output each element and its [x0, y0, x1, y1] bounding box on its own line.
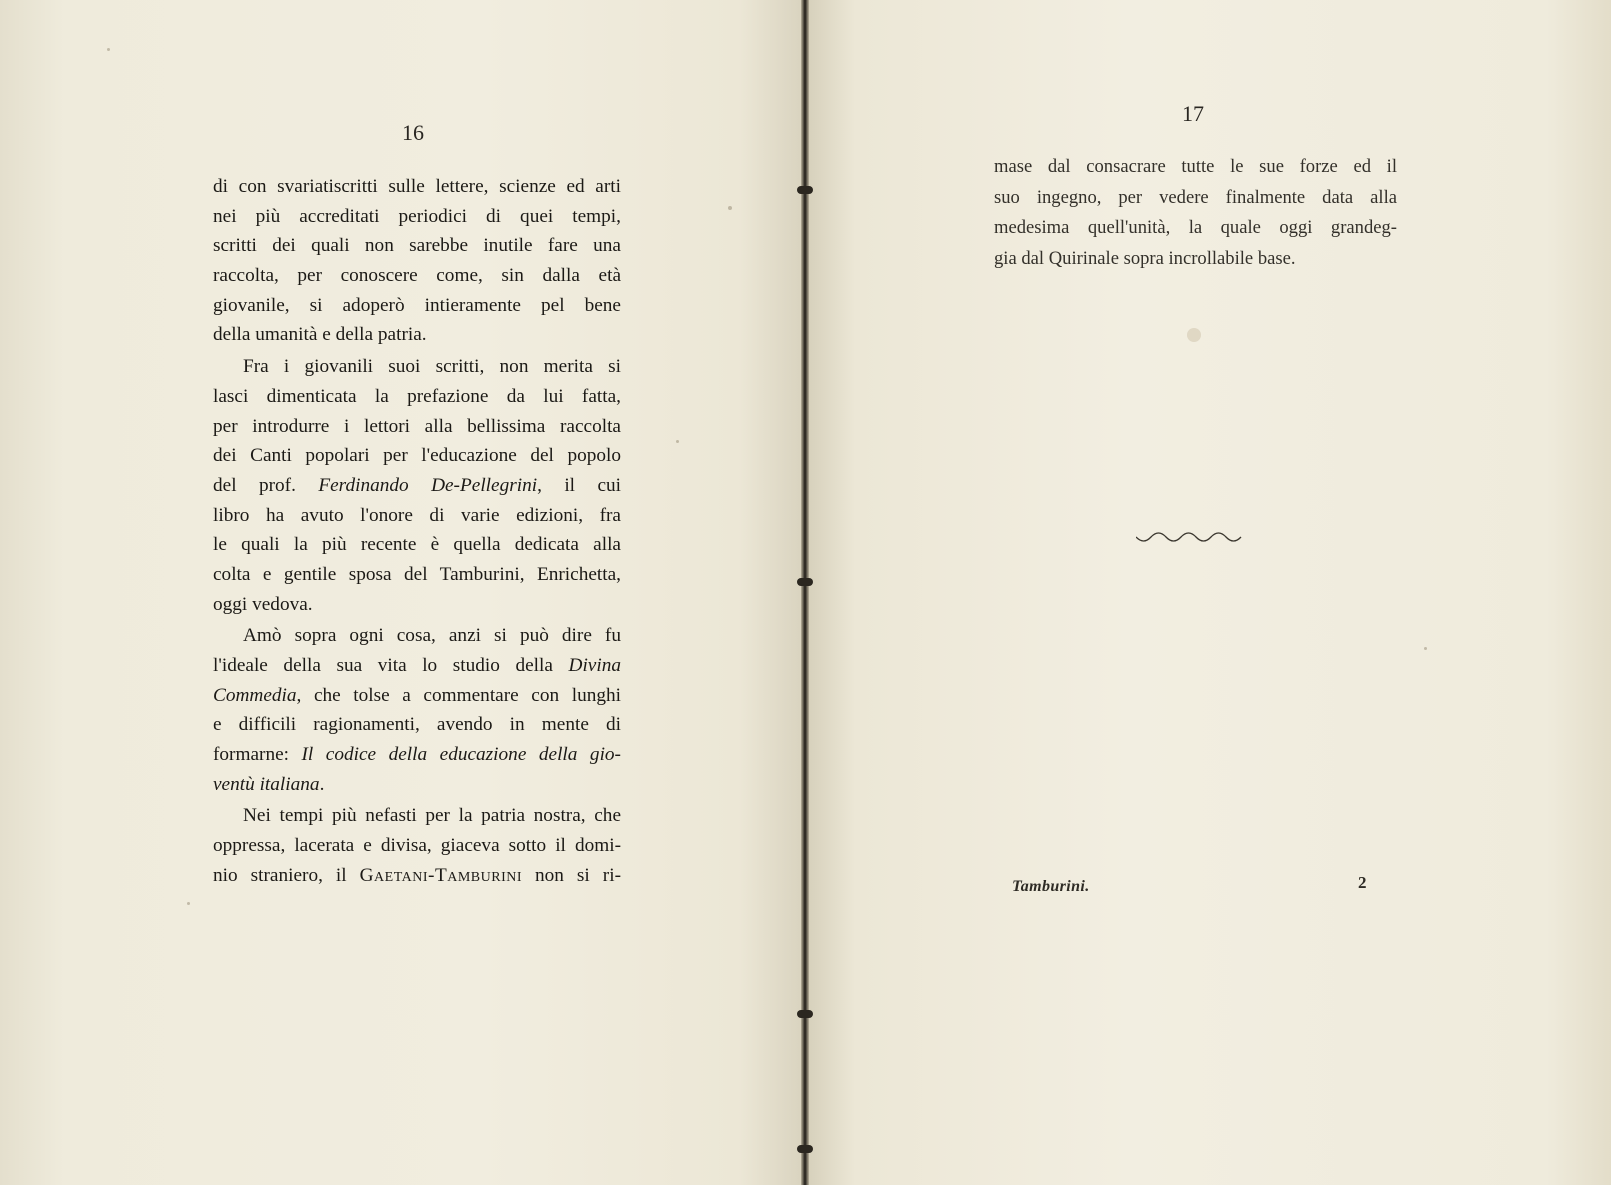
text-run: l'ideale della sua vita lo studio della — [213, 655, 553, 676]
text-line: oggi vedova. — [213, 593, 313, 615]
text-line: giovanile, si adoperò intieramente pel bene — [213, 294, 621, 316]
text-line: Fra i giovanili suoi scritti, non merita si — [243, 356, 621, 378]
left-page-body — [213, 172, 621, 891]
text-line — [213, 471, 621, 501]
signature-mark: Tamburini. — [1012, 878, 1090, 895]
text-line: scritti dei quali non sarebbe inutile fare una — [213, 235, 621, 257]
text-run: nio straniero, il — [213, 864, 347, 886]
text-line: Amò sopra ogni cosa, anzi si può dire fu — [243, 625, 621, 647]
italic-title: Il codice della educazione della gio- — [301, 744, 621, 766]
text-line: oppressa, lacerata e divisa, giaceva sotto il domi- — [213, 835, 621, 857]
italic-title: Commedia — [213, 684, 297, 706]
text-line: mase dal consacrare tutte le sue forze ed il — [994, 156, 1397, 177]
text-line: lasci dimenticata la prefazione da lui fatta, — [213, 385, 621, 407]
paper-speck — [187, 902, 190, 905]
binding-stitch — [797, 1010, 813, 1018]
page-number: 16 — [402, 120, 424, 145]
paper-speck — [107, 48, 110, 51]
text-run: non si ri- — [535, 864, 621, 886]
text-line: le quali la più recente è quella dedicata alla — [213, 534, 621, 556]
text-line: medesima quell'unità, la quale oggi grandeg- — [994, 217, 1397, 238]
text-line: nei più accreditati periodici di quei tempi, — [213, 205, 621, 227]
text-run: , il cui — [537, 474, 622, 496]
text-line: suo ingegno, per vedere finalmente data alla — [994, 186, 1397, 208]
text-line: di con svariatiscritti sulle lettere, scienze ed arti — [213, 176, 621, 197]
text-line — [213, 770, 621, 800]
page-number: 17 — [1182, 101, 1204, 126]
text-line — [213, 740, 621, 770]
text-line: Nei tempi più nefasti per la patria nostra, che — [243, 805, 621, 827]
text-run: , che tolse a commentare con lunghi — [296, 684, 621, 706]
text-line: colta e gentile sposa del Tamburini, Enrichetta, — [213, 563, 621, 585]
text-line: gia dal Quirinale sopra incrollabile base. — [994, 247, 1296, 269]
text-line: per introdurre i lettori alla bellissima raccolta — [213, 415, 621, 437]
text-run: del prof. — [213, 474, 296, 496]
binding-stitch — [797, 186, 813, 194]
italic-title: ventù italiana — [213, 773, 320, 795]
text-line: libro ha avuto l'onore di varie edizioni, fra — [213, 504, 621, 526]
text-line — [213, 681, 621, 711]
text-line: della umanità e della patria. — [213, 324, 427, 346]
text-run: . — [319, 773, 325, 795]
text-run: formarne: — [213, 744, 290, 766]
italic-title: Divina — [568, 655, 621, 676]
binding-stitch — [797, 1145, 813, 1153]
paper-stain — [1187, 328, 1201, 342]
book-gutter — [801, 0, 809, 1185]
binding-stitch — [797, 578, 813, 586]
signature-number: 2 — [1358, 873, 1367, 892]
text-line: e difficili ragionamenti, avendo in mente di — [213, 714, 621, 736]
text-line: dei Canti popolari per l'educazione del popolo — [213, 445, 621, 467]
right-page-body — [994, 152, 1397, 274]
small-caps-name: Gaetani-Tamburini — [359, 864, 523, 886]
text-line — [213, 861, 621, 891]
text-line: raccolta, per conoscere come, sin dalla età — [213, 265, 621, 287]
paper-speck — [1424, 647, 1427, 650]
italic-name: Ferdinando De-Pellegrini — [318, 474, 538, 496]
wave-ornament-icon — [1136, 531, 1256, 545]
paper-speck — [728, 206, 732, 210]
paper-speck — [676, 440, 679, 443]
text-line — [213, 651, 621, 681]
